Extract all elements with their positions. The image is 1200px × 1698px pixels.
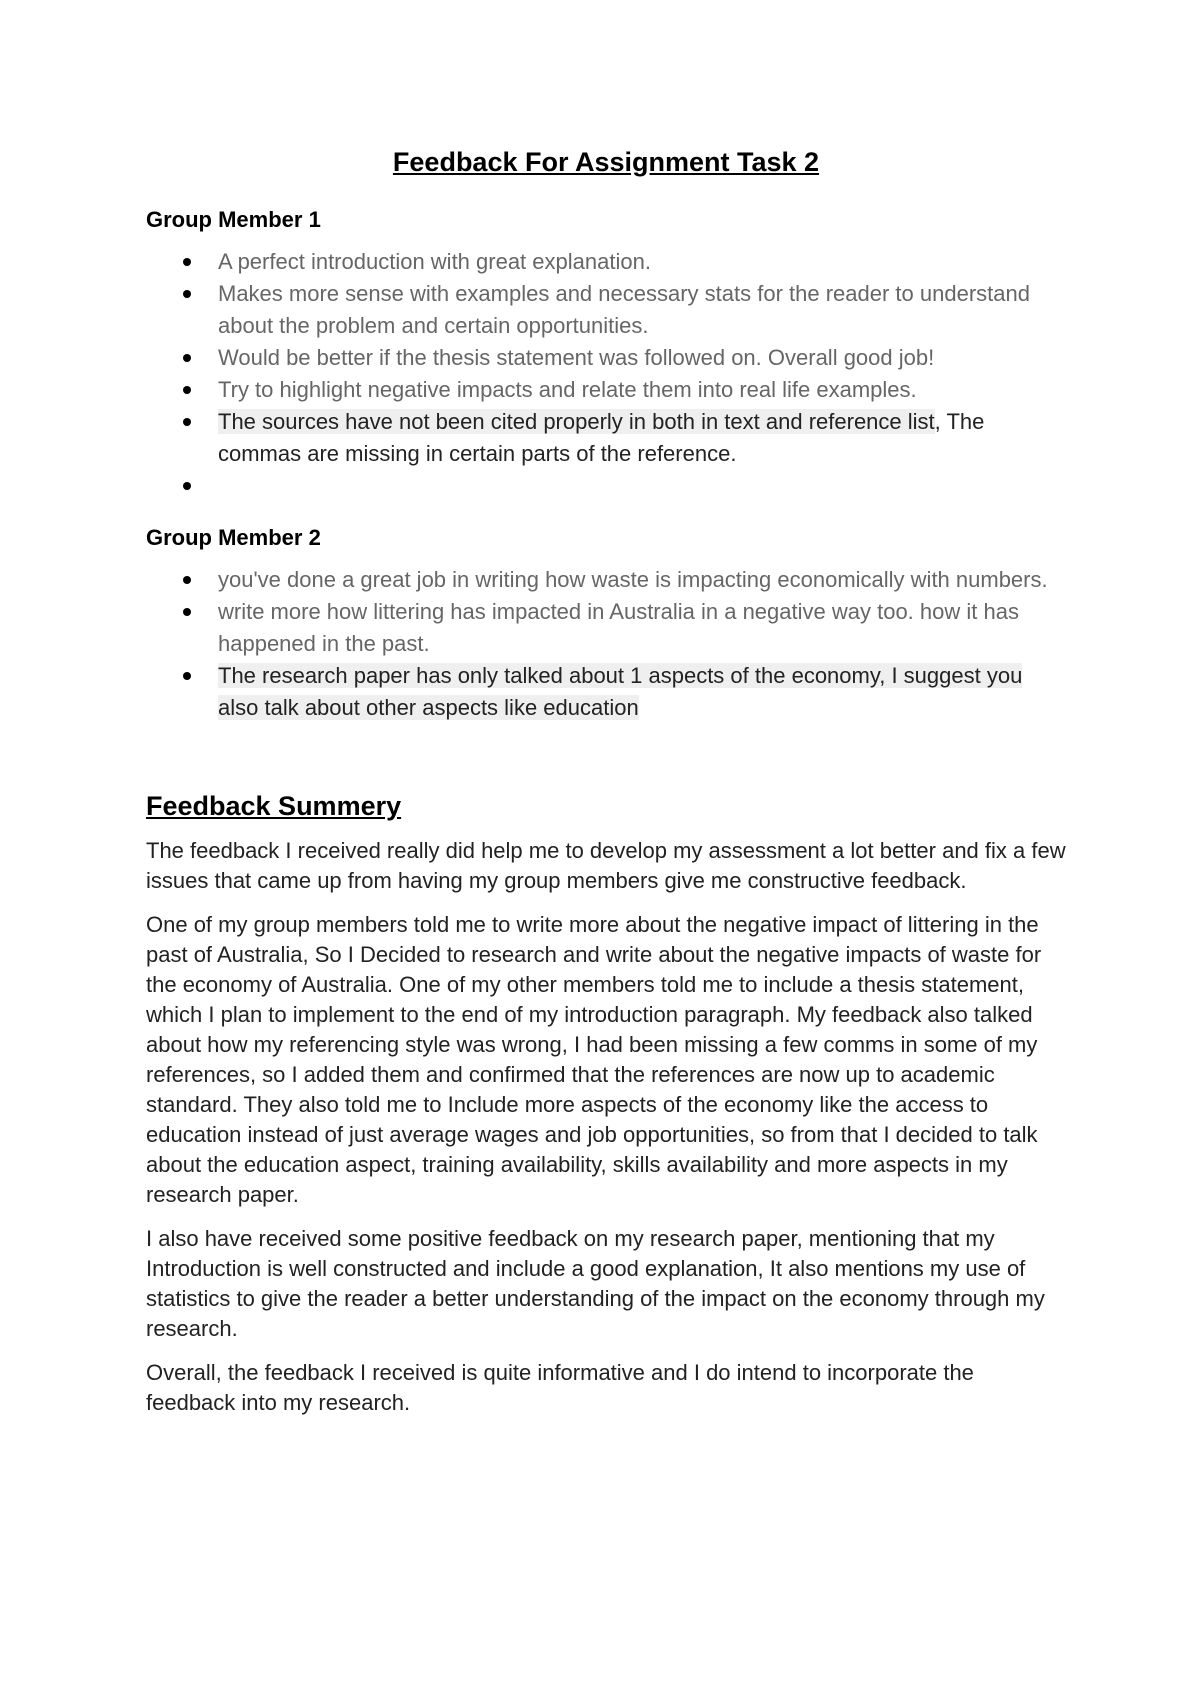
bullet-icon <box>183 672 191 680</box>
feedback-item-text: A perfect introduction with great explanation. <box>218 249 651 274</box>
bullet-icon <box>183 290 191 298</box>
feedback-item <box>146 278 1066 342</box>
feedback-item-text: you've done a great job in writing how waste is impacting economically with numbers. <box>218 567 1048 592</box>
feedback-item <box>146 406 1066 470</box>
bullet-icon <box>183 576 191 584</box>
bullet-icon <box>183 354 191 362</box>
bullet-icon <box>183 608 191 616</box>
feedback-summary-heading: Feedback Summery <box>146 791 402 821</box>
group-member-2-heading: Group Member 2 <box>146 525 321 550</box>
feedback-item-text: , The commas are missing in certain parts of the reference. <box>218 409 985 466</box>
bullet-icon <box>183 386 191 394</box>
summary-paragraph: The feedback I received really did help me to develop my assessment a lot better and fix a few issues that came up from having my group members give me constructive feedback. <box>146 838 1066 893</box>
group-member-1-feedback-list <box>146 246 1066 502</box>
bullet-icon <box>183 258 191 266</box>
group-member-1-heading: Group Member 1 <box>146 207 321 232</box>
document-body <box>146 142 1066 1432</box>
summary-paragraph: Overall, the feedback I received is quite informative and I do intend to incorporate the feedback into my research. <box>146 1360 974 1415</box>
bullet-icon <box>183 482 191 490</box>
feedback-item <box>146 246 1066 278</box>
document-title: Feedback For Assignment Task 2 <box>392 147 820 177</box>
feedback-item-highlighted-text: The research paper has only talked about 1 aspects of the economy, I suggest you also talk about other aspects like education <box>218 663 1023 720</box>
feedback-item <box>146 374 1066 406</box>
feedback-item <box>146 564 1066 596</box>
feedback-item-text: write more how littering has impacted in Australia in a negative way too. how it has happened in the past. <box>218 599 1019 656</box>
feedback-item <box>146 342 1066 374</box>
feedback-item-text: Try to highlight negative impacts and relate them into real life examples. <box>218 377 917 402</box>
feedback-item <box>146 660 1066 724</box>
summary-paragraph: One of my group members told me to write more about the negative impact of littering in the past of Australia, So I Decided to research and write about the negative impacts of waste for the economy of Australia. One of my other members told me to include a thesis statement, which I plan to implement to the end of my introduction paragraph. My feedback also talked about how my referencing style was wrong, I had been missing a few comms in some of my references, so I added them and confirmed that the references are now up to academic standard. They also told me to Include more aspects of the economy like the access to education instead of just average wages and job opportunities, so from that I decided to talk about the education aspect, training availability, skills availability and more aspects in my research paper. <box>146 912 1042 1207</box>
feedback-item <box>146 596 1066 660</box>
group-member-2-feedback-list <box>146 564 1066 724</box>
feedback-item-text: Makes more sense with examples and necessary stats for the reader to understand about the problem and certain opportunities. <box>218 281 1030 338</box>
bullet-icon <box>183 418 191 426</box>
feedback-item-text: Would be better if the thesis statement was followed on. Overall good job! <box>218 345 935 370</box>
summary-paragraph: I also have received some positive feedback on my research paper, mentioning that my Introduction is well constructed and include a good explanation, It also mentions my use of statistics to give the reader a better understanding of the impact on the economy through my research. <box>146 1226 1045 1341</box>
feedback-item-empty <box>146 470 1066 502</box>
feedback-item-highlighted-text: The sources have not been cited properly in both in text and reference list <box>218 409 935 434</box>
